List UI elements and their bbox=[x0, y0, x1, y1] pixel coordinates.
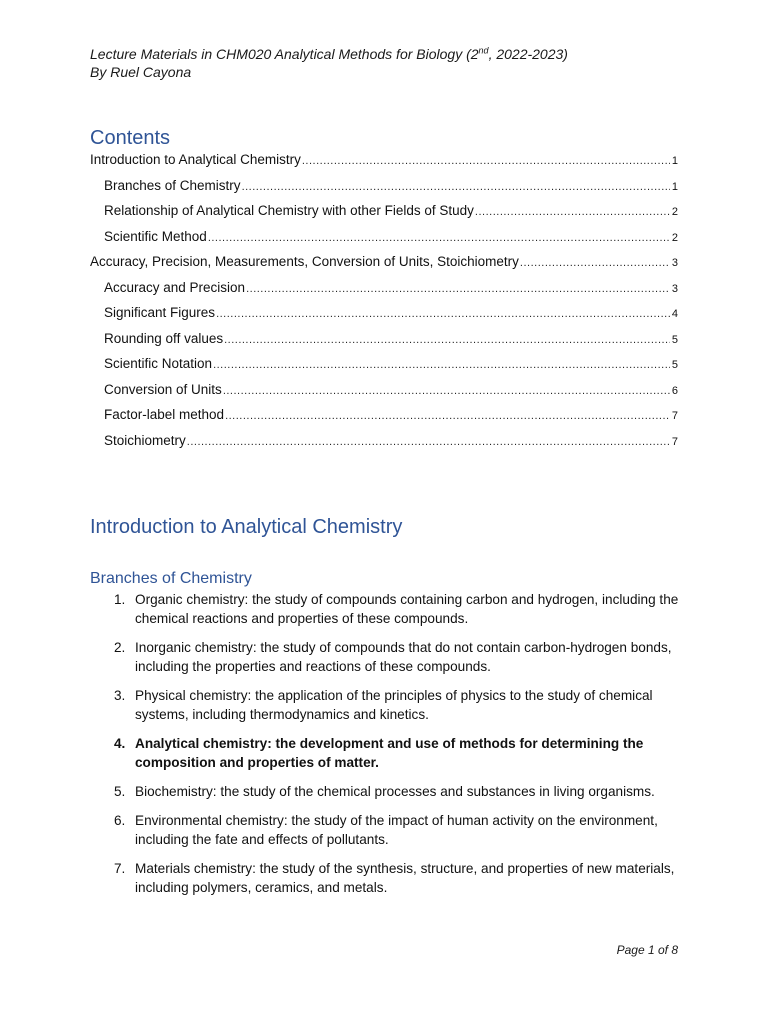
toc-dot-leader bbox=[223, 385, 670, 397]
list-item-text: Environmental chemistry: the study of the impact of human activity on the environment, including the fate and effects of pollutants. bbox=[135, 813, 658, 847]
toc-entry-page: 6 bbox=[671, 384, 678, 397]
toc-entry-title: Stoichiometry bbox=[104, 432, 186, 448]
toc-entry[interactable] bbox=[90, 382, 678, 408]
list-item-number: 7. bbox=[114, 861, 126, 876]
toc-entry-title: Accuracy, Precision, Measurements, Conversion of Units, Stoichiometry bbox=[90, 254, 519, 269]
list-item bbox=[90, 782, 680, 801]
toc-dot-leader bbox=[224, 334, 670, 346]
toc-entry[interactable] bbox=[90, 356, 678, 382]
page-number: Page 1 of 8 bbox=[616, 943, 678, 957]
list-item bbox=[90, 638, 680, 676]
list-item-number: 2. bbox=[114, 640, 126, 655]
toc-entry[interactable] bbox=[90, 254, 678, 280]
toc-dot-leader bbox=[216, 308, 670, 320]
toc-entry-title: Relationship of Analytical Chemistry with other Fields of Study bbox=[104, 203, 474, 218]
list-item bbox=[90, 859, 680, 897]
header-author-line: By Ruel Cayona bbox=[90, 64, 192, 80]
document-header bbox=[90, 45, 568, 81]
toc-entry-title: Scientific Method bbox=[104, 228, 207, 244]
toc-entry-page: 7 bbox=[671, 435, 678, 448]
list-item-text: Analytical chemistry: the development and use of methods for determining the composition and properties of matter. bbox=[135, 736, 644, 770]
toc-entry-page: 7 bbox=[671, 410, 678, 422]
toc-entry[interactable] bbox=[90, 178, 678, 204]
table-of-contents bbox=[90, 152, 678, 458]
toc-dot-leader bbox=[475, 206, 670, 218]
toc-entry[interactable] bbox=[90, 280, 678, 306]
toc-entry-title: Conversion of Units bbox=[104, 381, 222, 397]
toc-entry-title: Rounding off values bbox=[104, 330, 224, 346]
toc-entry-title: Introduction to Analytical Chemistry bbox=[90, 152, 301, 167]
toc-entry-title: Scientific Notation bbox=[104, 356, 213, 371]
list-item-number: 1. bbox=[114, 592, 126, 607]
toc-dot-leader bbox=[225, 410, 670, 422]
toc-entry[interactable] bbox=[90, 229, 678, 255]
list-item bbox=[90, 734, 680, 772]
toc-dot-leader bbox=[242, 181, 670, 193]
toc-entry-title: Accuracy and Precision bbox=[104, 279, 246, 295]
toc-entry[interactable] bbox=[90, 203, 678, 229]
list-item-number: 6. bbox=[114, 813, 126, 828]
list-item bbox=[90, 686, 680, 724]
list-item-text: Physical chemistry: the application of the principles of physics to the study of chemical systems, including thermodynamics and kinetics. bbox=[135, 688, 653, 722]
toc-entry-title: Factor-label method bbox=[104, 407, 225, 422]
list-item-number: 5. bbox=[114, 784, 126, 799]
toc-entry[interactable] bbox=[90, 331, 678, 357]
section-heading: Introduction to Analytical Chemistry bbox=[90, 516, 403, 538]
toc-entry-page: 5 bbox=[671, 333, 678, 346]
toc-entry-page: 2 bbox=[671, 231, 678, 244]
list-item bbox=[90, 590, 680, 628]
list-item-number: 4. bbox=[114, 736, 126, 751]
toc-entry[interactable] bbox=[90, 407, 678, 433]
list-item-text: Organic chemistry: the study of compounds containing carbon and hydrogen, including the chemical reactions and properties of these compounds. bbox=[135, 592, 679, 626]
toc-entry[interactable] bbox=[90, 433, 678, 459]
toc-dot-leader bbox=[520, 257, 670, 269]
toc-entry[interactable] bbox=[90, 305, 678, 331]
toc-entry-page: 1 bbox=[671, 180, 678, 193]
contents-title: Contents bbox=[90, 127, 171, 149]
list-item-text: Biochemistry: the study of the chemical processes and substances in living organisms. bbox=[135, 784, 655, 799]
list-item-text: Inorganic chemistry: the study of compounds that do not contain carbon-hydrogen bonds, including the properties and reactions of these compounds. bbox=[135, 640, 672, 674]
toc-entry-page: 4 bbox=[671, 308, 678, 320]
list-item bbox=[90, 811, 680, 849]
toc-entry-title: Branches of Chemistry bbox=[104, 177, 241, 193]
subsection-heading: Branches of Chemistry bbox=[90, 570, 252, 587]
toc-entry[interactable] bbox=[90, 152, 678, 178]
toc-entry-page: 3 bbox=[671, 282, 678, 295]
toc-entry-page: 1 bbox=[671, 155, 678, 167]
header-course-line: Lecture Materials in CHM020 Analytical Methods for Biology (2nd, 2022-2023) bbox=[90, 45, 568, 62]
toc-entry-page: 5 bbox=[671, 359, 678, 371]
toc-dot-leader bbox=[302, 155, 670, 167]
toc-dot-leader bbox=[213, 359, 670, 371]
toc-dot-leader bbox=[187, 436, 670, 448]
toc-dot-leader bbox=[208, 232, 670, 244]
toc-entry-page: 3 bbox=[671, 257, 678, 269]
toc-entry-page: 2 bbox=[671, 206, 678, 218]
list-item-number: 3. bbox=[114, 688, 126, 703]
toc-entry-title: Significant Figures bbox=[104, 305, 216, 320]
branches-list bbox=[90, 590, 680, 907]
list-item-text: Materials chemistry: the study of the synthesis, structure, and properties of new materials, including polymers, ceramics, and metals. bbox=[135, 861, 675, 895]
toc-dot-leader bbox=[246, 283, 670, 295]
